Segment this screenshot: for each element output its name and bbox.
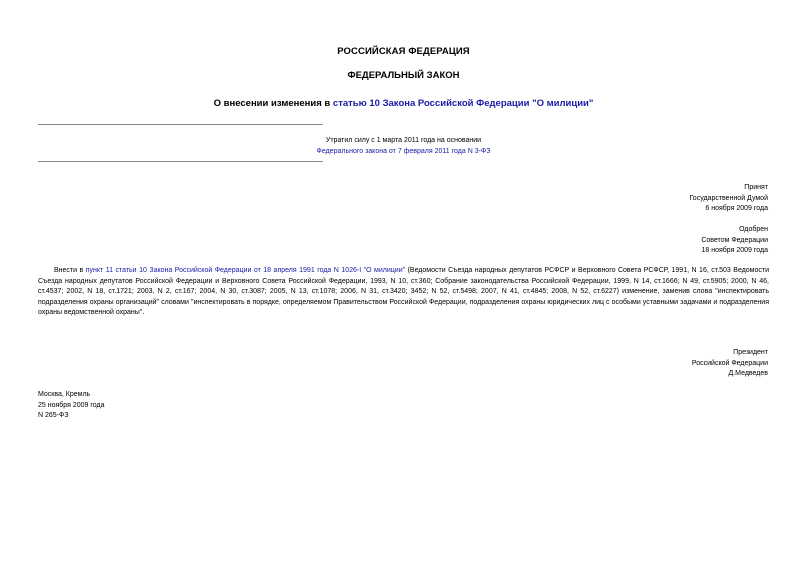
- status-note-link[interactable]: Федерального закона от 7 февраля 2011 года N 3-ФЗ: [316, 148, 491, 155]
- body-text: (Ведомости Съезда народных депутатов РСФСР и Верховного Совета РСФСР, 1991, N 16, ст.503 Ведомости Съезда народных депутатов Российской Федерации и Верховного Совета Российской Федерации, 1993, N 10, ст.360; Собрание законодательства Российской Федерации, 1999, N 14, ст.1666; N 49, ст.5905; 2000, N 46, ст.4537; 2002, N 18, ст.1721; 2003, N 2, ст.167; 2004, N 30, ст.3087; 2005, N 13, ст.1078; 2006, N 31, ст.3420; 3452; N 52, ст.5498; 2007, N 41, ст.4845; 2008, N 52, ст.6227) изменение, заменив слова "инспектировать подразделения охраны организаций" словами "инспектировать в порядке, определяемом Правительством Российской Федерации, подразделения охраны юридических лиц с особыми уставными задачами и подразделения охраны ведомственной охраны".: [38, 267, 769, 316]
- title-prefix: О внесении изменения в: [213, 98, 333, 109]
- approved-line: Советом Федерации: [701, 236, 768, 244]
- approved-block: [701, 225, 768, 257]
- signature-block: [692, 348, 768, 380]
- accepted-block: [689, 183, 768, 215]
- signature-line: Российской Федерации: [691, 359, 768, 367]
- footer-line: N 265-ФЗ: [38, 412, 69, 419]
- accepted-line: 6 ноября 2009 года: [705, 205, 768, 212]
- document-title: [0, 98, 807, 109]
- footer-line: Москва, Кремль: [38, 391, 91, 398]
- body-law-link[interactable]: пункт 11 статьи 10 Закона Российской Федерации от 18 апреля 1991 года N 1026-I "О милиции": [85, 267, 406, 274]
- signature-line: Д.Медведев: [728, 370, 768, 377]
- accepted-line: Государственной Думой: [689, 194, 768, 202]
- divider-top: [38, 124, 323, 125]
- document-type-heading: ФЕДЕРАЛЬНЫЙ ЗАКОН: [347, 70, 460, 81]
- signature-line: Президент: [733, 349, 768, 356]
- accepted-line: Принят: [744, 184, 768, 191]
- approved-line: Одобрен: [739, 226, 768, 233]
- body-intro: Внести в: [54, 267, 86, 274]
- approved-line: 18 ноября 2009 года: [701, 247, 768, 254]
- law-body-paragraph: [38, 266, 769, 319]
- country-heading: РОССИЙСКАЯ ФЕДЕРАЦИЯ: [337, 46, 470, 57]
- title-law-link[interactable]: статью 10 Закона Российской Федерации "О милиции": [332, 98, 594, 109]
- footer-block: [38, 390, 104, 422]
- footer-line: 25 ноября 2009 года: [38, 401, 105, 409]
- status-note-text: Утратил силу с 1 марта 2011 года на основании: [325, 137, 482, 144]
- divider-bottom: [38, 161, 323, 162]
